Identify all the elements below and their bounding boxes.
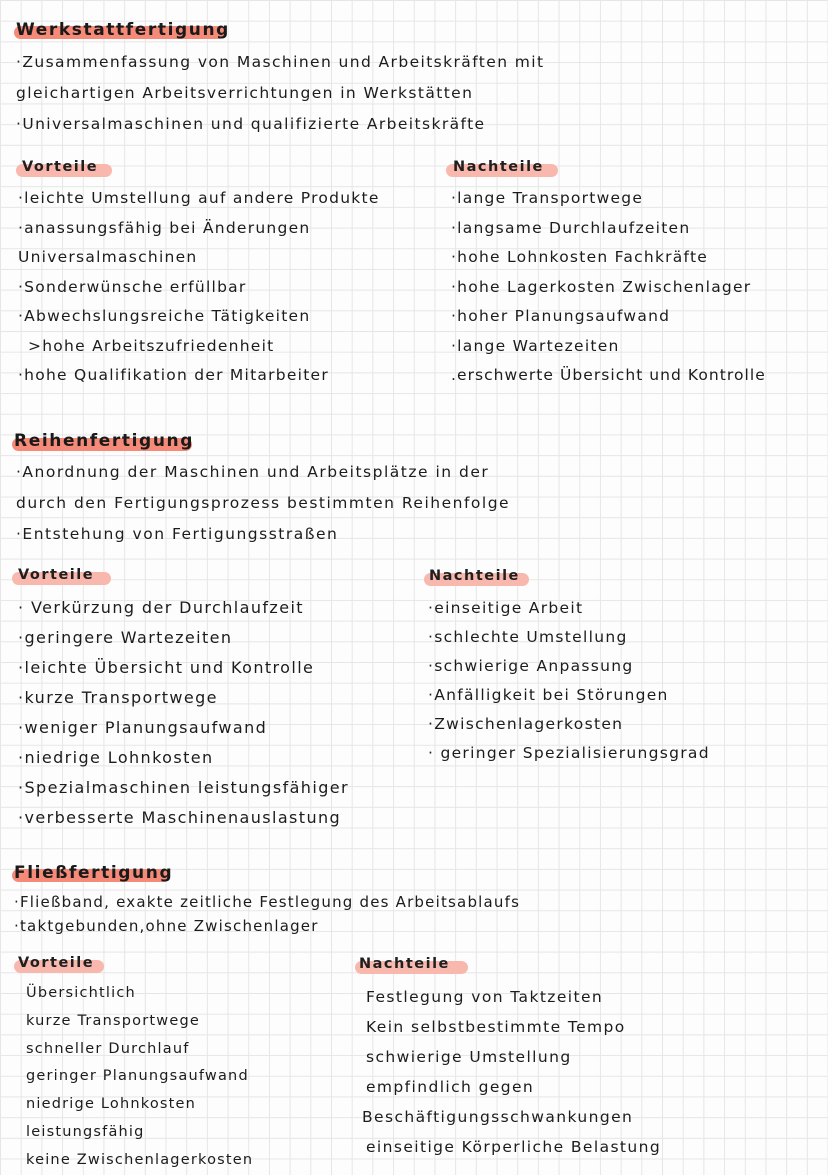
- description-line: gleichartigen Arbeitsverrichtungen in Werkstätten: [16, 84, 474, 102]
- list-item: ·hohe Lagerkosten Zwischenlager: [451, 277, 752, 296]
- list-item: ·einseitige Arbeit: [428, 599, 584, 617]
- list-item: ·leichte Umstellung auf andere Produkte: [18, 189, 380, 207]
- nachteile-heading: Nachteile: [429, 568, 520, 584]
- list-item: · Verkürzung der Durchlaufzeit: [18, 598, 304, 617]
- list-item: ·geringere Wartezeiten: [18, 628, 233, 647]
- list-item: ·niedrige Lohnkosten: [18, 748, 214, 767]
- list-item: geringer Planungsaufwand: [26, 1068, 249, 1085]
- list-item: ·lange Wartezeiten: [451, 336, 620, 355]
- list-item: ·lange Transportwege: [451, 189, 644, 207]
- list-item: ·leichte Übersicht und Kontrolle: [18, 658, 315, 677]
- list-item: leistungsfähig: [26, 1123, 145, 1140]
- nachteile-list: [362, 982, 661, 1162]
- list-item: ·Spezialmaschinen leistungsfähiger: [18, 778, 349, 797]
- vorteile-heading: Vorteile: [22, 159, 99, 175]
- description-line: ·Anordnung der Maschinen und Arbeitsplätze in der: [16, 463, 490, 481]
- list-item: Kein selbstbestimmte Tempo: [366, 1018, 626, 1036]
- list-item: ·schwierige Anpassung: [428, 657, 634, 675]
- list-item: Festlegung von Taktzeiten: [366, 988, 604, 1006]
- description-line: ·Fließband, exakte zeitliche Festlegung des Arbeitsablaufs: [14, 893, 521, 911]
- section-title: Reihenfertigung: [14, 431, 194, 451]
- description-line: ·Zusammenfassung von Maschinen und Arbeitskräften mit: [16, 53, 545, 71]
- list-item: .erschwerte Übersicht und Kontrolle: [451, 366, 766, 384]
- list-item: ·Sonderwünsche erfüllbar: [18, 277, 247, 296]
- list-item: ·Abwechslungsreiche Tätigkeiten: [18, 307, 311, 325]
- list-item: ·hohe Qualifikation der Mitarbeiter: [18, 366, 329, 384]
- list-item: ·schlechte Umstellung: [428, 628, 628, 646]
- list-item: ·Anfälligkeit bei Störungen: [428, 686, 669, 704]
- vorteile-heading: Vorteile: [18, 567, 95, 583]
- list-item: einseitige Körperliche Belastung: [366, 1138, 662, 1156]
- list-item: ·hohe Lohnkosten Fachkräfte: [451, 248, 709, 266]
- list-item: keine Zwischenlagerkosten: [26, 1151, 254, 1168]
- list-item: niedrige Lohnkosten: [26, 1096, 197, 1113]
- description-line: ·taktgebunden,ohne Zwischenlager: [14, 917, 319, 935]
- list-item: Beschäftigungsschwankungen: [362, 1108, 634, 1126]
- nachteile-heading: Nachteile: [453, 159, 544, 175]
- list-item: Übersichtlich: [26, 985, 136, 1001]
- list-item: ·hoher Planungsaufwand: [451, 307, 671, 325]
- list-item: ·weniger Planungsaufwand: [18, 718, 268, 737]
- list-item: >hohe Arbeitszufriedenheit: [28, 336, 275, 355]
- section-title: Werkstattfertigung: [16, 20, 230, 40]
- vorteile-list: [18, 593, 349, 833]
- list-item: schwierige Umstellung: [366, 1048, 572, 1066]
- description-line: ·Universalmaschinen und qualifizierte Arbeitskräfte: [16, 115, 486, 133]
- description-line: ·Entstehung von Fertigungsstraßen: [16, 525, 339, 543]
- list-item: ·langsame Durchlaufzeiten: [451, 218, 691, 237]
- vorteile-list: [26, 980, 253, 1175]
- list-item: empfindlich gegen: [366, 1078, 535, 1096]
- section-title: Fließfertigung: [14, 863, 174, 883]
- list-item: Universalmaschinen: [18, 248, 198, 266]
- list-item: · geringer Spezialisierungsgrad: [428, 744, 710, 762]
- list-item: ·verbesserte Maschinenauslastung: [18, 808, 342, 827]
- list-item: ·kurze Transportwege: [18, 688, 218, 707]
- nachteile-heading: Nachteile: [359, 956, 450, 972]
- list-item: kurze Transportwege: [26, 1012, 200, 1029]
- nachteile-list: [451, 184, 766, 391]
- nachteile-list: [428, 594, 710, 768]
- description-line: durch den Fertigungsprozess bestimmten Reihenfolge: [16, 494, 511, 512]
- list-item: ·Zwischenlagerkosten: [428, 715, 624, 733]
- vorteile-list: [18, 184, 380, 391]
- list-item: ·anassungsfähig bei Änderungen: [18, 218, 311, 237]
- list-item: schneller Durchlauf: [26, 1040, 190, 1057]
- vorteile-heading: Vorteile: [18, 955, 95, 971]
